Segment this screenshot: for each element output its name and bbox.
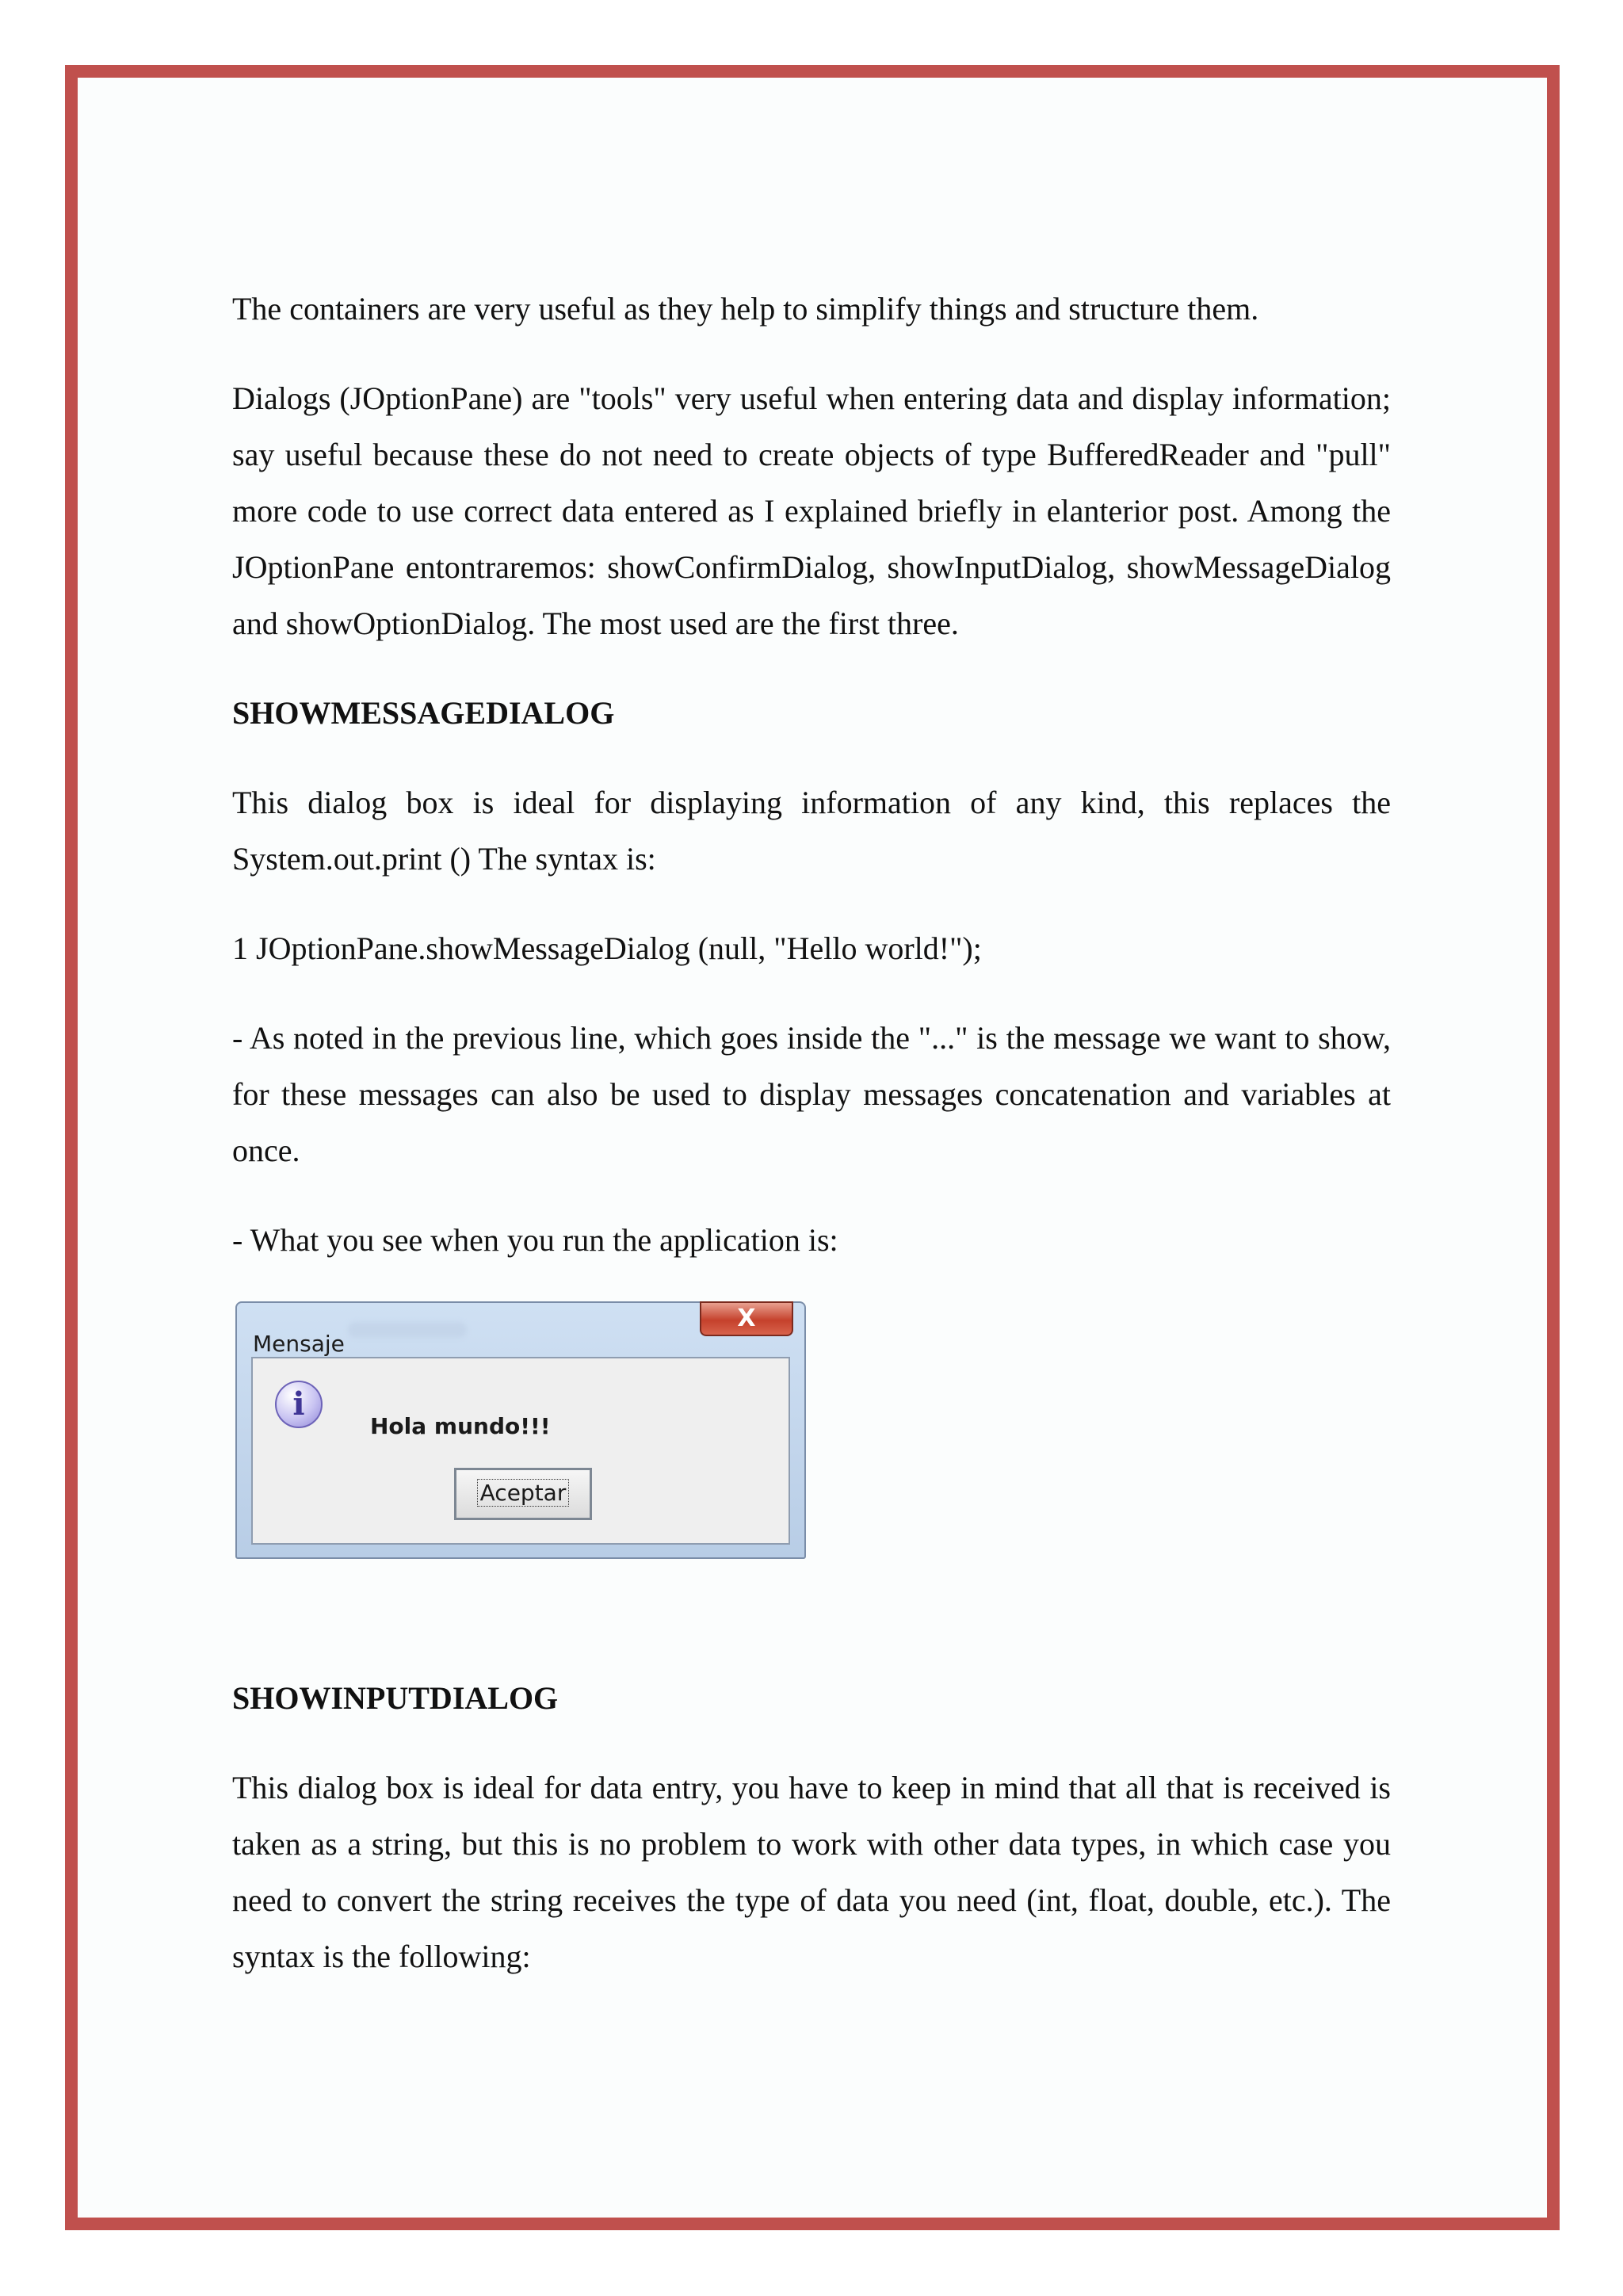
paragraph-dialogs: Dialogs (JOptionPane) are "tools" very useful when entering data and display information; say useful because these do not need to create objects of type BufferedReader and "pull" more code to use correct data entered as I explained briefly in elanterior post. Among the JOptionPane entontraremos: showConfirmDialog, showInputDialog, showMessageDialog and showOptionDialog. The most used are the first three.	[232, 380, 1391, 641]
dialog-message: Hola mundo!!!	[370, 1413, 551, 1439]
dialog-client-area	[251, 1357, 790, 1545]
message-dialog-screenshot	[235, 1301, 806, 1559]
close-button[interactable]	[700, 1301, 793, 1336]
paragraph-message-note: - As noted in the previous line, which goes inside the "..." is the message we want to show, for these messages can also be used to display messages concatenation and variables at once.	[232, 1020, 1391, 1168]
dialog-title-blur	[348, 1322, 467, 1338]
document-body	[232, 281, 1391, 2018]
dialog-title: Mensaje	[253, 1331, 345, 1357]
dialog-titlebar	[237, 1303, 804, 1357]
info-icon: i	[275, 1381, 323, 1428]
aceptar-button-label: Aceptar	[477, 1479, 570, 1507]
heading-showinputdialog: SHOWINPUTDIALOG	[232, 1680, 559, 1716]
paragraph-message-intro: This dialog box is ideal for displaying information of any kind, this replaces the System.out.print () The syntax is:	[232, 785, 1391, 877]
paragraph-run-caption: - What you see when you run the application is:	[232, 1222, 838, 1258]
aceptar-button[interactable]	[454, 1468, 592, 1520]
heading-showmessagedialog: SHOWMESSAGEDIALOG	[232, 695, 615, 731]
close-icon: X	[737, 1305, 756, 1332]
code-line-message: 1 JOptionPane.showMessageDialog (null, "Hello world!");	[232, 930, 982, 966]
paragraph-containers: The containers are very useful as they help to simplify things and structure them.	[232, 291, 1259, 327]
paragraph-input-body: This dialog box is ideal for data entry, you have to keep in mind that all that is received is taken as a string, but this is no problem to work with other data types, in which case you need to convert the string receives the type of data you need (int, float, double, etc.). The syntax is the following:	[232, 1770, 1391, 1974]
